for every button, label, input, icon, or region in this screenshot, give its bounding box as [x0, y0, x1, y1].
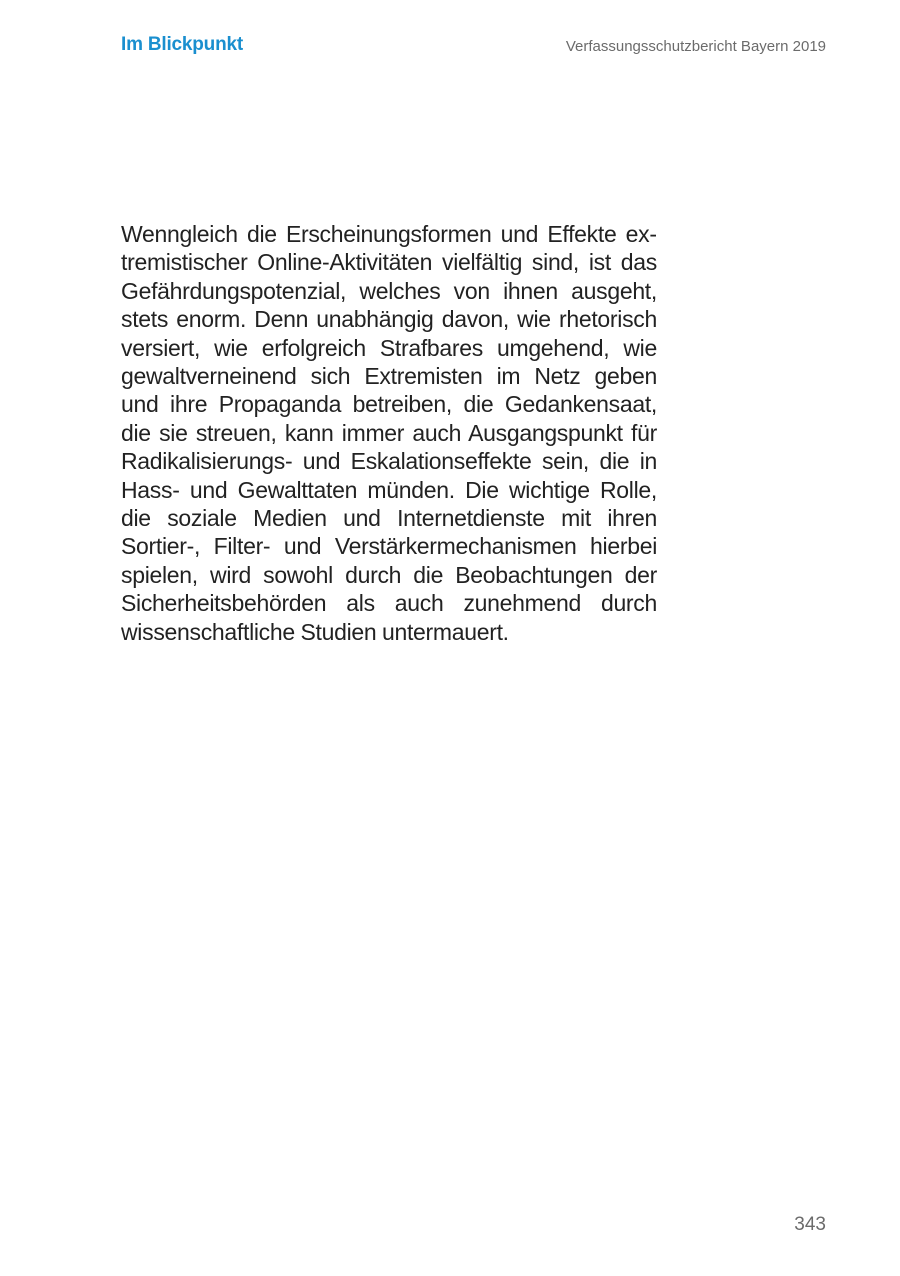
body-paragraph: Wenngleich die Erscheinungsformen und Effekte extremistischer Online-Aktivitäten vielfältig sind, ist das Gefährdungspotenzial, welches von ihnen ausgeht, stets enorm. Denn unabhängig davon, wie rhetorisch versiert, wie erfolgreich Strafbares umgehend, wie gewaltverneinend sich Extremisten im Netz geben und ihre Propaganda betreiben, die Gedankensaat, die sie streuen, kann immer auch Ausgangspunkt für Radikalisierungs- und Eskalationseffekte sein, die in Hass- und Gewalttaten münden. Die wichtige Rolle, die soziale Medien und Internetdienste mit ihren Sortier-, Filter- und Verstärkermechanismen hierbei spielen, wird sowohl durch die Beobachtungen der Sicherheitsbehörden als auch zunehmend durch wissenschaftliche Studien untermauert.: [121, 221, 657, 645]
section-heading: Im Blickpunkt: [121, 34, 243, 55]
running-header-title: Verfassungsschutzbericht Bayern 2019: [565, 38, 826, 55]
page-number: 343: [794, 1214, 826, 1235]
